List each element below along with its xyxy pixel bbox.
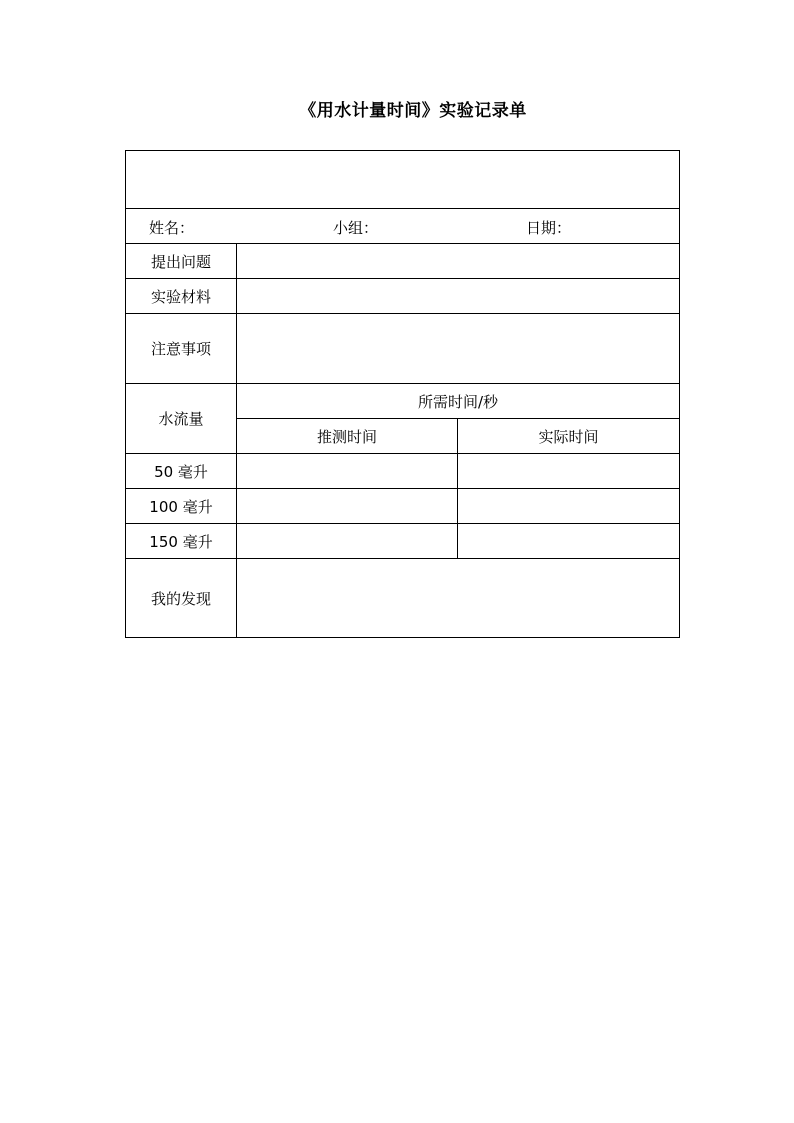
group-label: 小组： (333, 219, 379, 237)
volume-100-estimated-cell[interactable] (237, 489, 458, 524)
volume-100-row (126, 489, 680, 524)
volume-50-row (126, 454, 680, 489)
question-row (126, 244, 680, 279)
volume-100-label: 100 毫升 (126, 489, 237, 524)
estimated-time-header: 推测时间 (237, 419, 458, 454)
question-label: 提出问题 (126, 244, 237, 279)
volume-50-actual-cell[interactable] (458, 454, 680, 489)
blank-header-row (126, 151, 680, 209)
question-input-cell[interactable] (237, 244, 680, 279)
volume-150-label: 150 毫升 (126, 524, 237, 559)
time-header: 所需时间/秒 (237, 384, 680, 419)
notes-row (126, 314, 680, 384)
flow-label: 水流量 (126, 384, 237, 454)
record-table (125, 150, 680, 638)
page-title: 《用水计量时间》实验记录单 (299, 101, 527, 121)
date-label: 日期： (526, 219, 572, 237)
materials-label: 实验材料 (126, 279, 237, 314)
finding-row (126, 559, 680, 638)
volume-150-actual-cell[interactable] (458, 524, 680, 559)
volume-150-row (126, 524, 680, 559)
info-row (126, 209, 680, 244)
volume-100-actual-cell[interactable] (458, 489, 680, 524)
finding-input-cell[interactable] (237, 559, 680, 638)
time-header-row (126, 384, 680, 419)
blank-header-cell[interactable] (126, 151, 680, 209)
volume-50-estimated-cell[interactable] (237, 454, 458, 489)
notes-input-cell[interactable] (237, 314, 680, 384)
notes-label: 注意事项 (126, 314, 237, 384)
materials-input-cell[interactable] (237, 279, 680, 314)
volume-50-label: 50 毫升 (126, 454, 237, 489)
finding-label: 我的发现 (126, 559, 237, 638)
info-cell (126, 209, 680, 244)
volume-150-estimated-cell[interactable] (237, 524, 458, 559)
materials-row (126, 279, 680, 314)
name-label: 姓名： (149, 219, 195, 237)
actual-time-header: 实际时间 (458, 419, 680, 454)
